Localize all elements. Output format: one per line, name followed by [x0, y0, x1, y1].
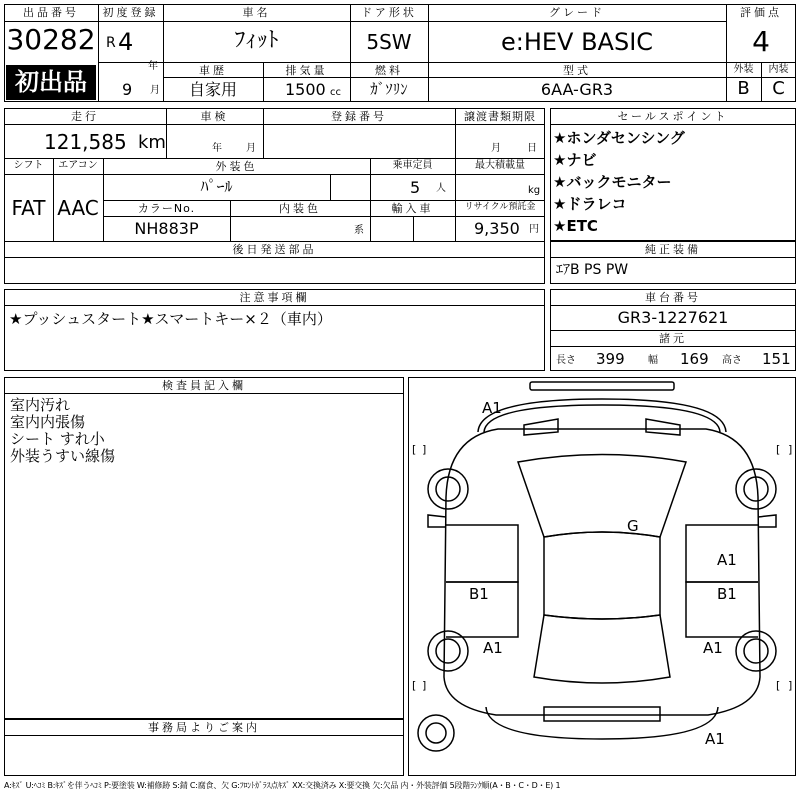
door-type-label: ドア形状: [361, 6, 417, 19]
lot-number: 30282: [6, 23, 96, 56]
svg-text:[: [: [412, 679, 417, 692]
sales-point-item: ★ホンダセンシング: [553, 129, 685, 147]
damage-mark-left-rear-door: B1: [469, 585, 489, 603]
shift-label: シフト: [13, 160, 44, 171]
capacity-unit: 人: [436, 183, 446, 194]
ac-label: エアコン: [58, 160, 98, 171]
recycle-unit: 円: [529, 224, 539, 235]
exterior-color: ﾊﾟｰﾙ: [200, 177, 233, 196]
office-label: 事務局よりご案内: [148, 721, 260, 734]
car-damage-diagram: [408, 377, 796, 776]
history-label: 車歴: [199, 64, 227, 77]
mileage-label: 走行: [71, 110, 99, 123]
svg-text:[: [: [776, 443, 781, 456]
lot-label: 出品番号: [23, 6, 79, 19]
mileage-unit: km: [138, 132, 166, 153]
notes-label: 注意事項欄: [239, 291, 310, 304]
notes-text: ★プッシュスタート★スマートキー×２（車内）: [9, 310, 332, 328]
fuel-label: 燃料: [375, 64, 403, 77]
mileage: 121,585: [44, 130, 127, 154]
inspection-month-unit: 月: [246, 143, 256, 154]
inspector-label: 検査員記入欄: [162, 379, 246, 392]
transfer-day-unit: 日: [527, 143, 537, 154]
capacity-label: 乗車定員: [392, 160, 433, 171]
interior-color-label: 内装色: [279, 202, 321, 215]
transfer-doc-label: 譲渡書類期限: [464, 110, 536, 123]
max-load-unit: kg: [528, 185, 541, 196]
svg-text:]: ]: [422, 679, 427, 692]
car-name-label: 車名: [242, 6, 271, 19]
exterior-color-label: 外装色: [215, 160, 258, 173]
chassis-number: GR3-1227621: [617, 308, 729, 327]
year-unit: 年: [148, 61, 158, 72]
reg-year: 4: [118, 28, 134, 56]
exterior-grade-label: 外装: [733, 64, 754, 75]
svg-text:]: ]: [422, 443, 427, 456]
recycle-fee: 9,350: [474, 219, 520, 238]
damage-mark-right-rear-wheel: A1: [703, 639, 723, 657]
length-value: 399: [596, 350, 625, 368]
door-type: 5SW: [366, 30, 412, 54]
interior-grade: C: [772, 78, 785, 99]
era: R: [106, 35, 116, 51]
equipment-label: 純正装備: [645, 243, 701, 256]
history: 自家用: [188, 80, 237, 99]
import-label: 輸入車: [391, 202, 434, 215]
svg-text:[: [: [776, 679, 781, 692]
interior-color-unit: 系: [354, 225, 364, 236]
month-unit: 月: [150, 85, 160, 96]
capacity: 5: [410, 178, 421, 197]
displacement-label: 排気量: [285, 64, 328, 77]
inspection-label: 車検: [200, 110, 229, 123]
first-listing-text: 初出品: [15, 68, 87, 96]
height-label: 高さ: [722, 355, 742, 366]
width-value: 169: [680, 350, 709, 368]
svg-text:[: [: [412, 443, 417, 456]
max-load-label: 最大積載量: [475, 160, 525, 171]
transfer-month-unit: 月: [491, 143, 501, 154]
interior-grade-label: 内装: [768, 64, 789, 75]
spec-label: 諸元: [659, 332, 687, 345]
sales-points-label: セールスポイント: [617, 110, 729, 123]
color-no-label: カラーNo.: [137, 202, 196, 215]
sales-point-item: ★ドラレコ: [553, 195, 627, 213]
fuel: ｶﾞｿﾘﾝ: [370, 80, 408, 98]
damage-mark-rear-bumper: A1: [705, 730, 725, 748]
damage-mark-right-front-door: A1: [717, 551, 737, 569]
later-parts-label: 後日発送部品: [232, 243, 317, 256]
model-code: 6AA-GR3: [540, 80, 614, 99]
inspector-line: シート すれ小: [10, 430, 105, 448]
damage-legend: A:ｷｽﾞ U:ﾍｺﾐ B:ｷｽﾞを伴うﾍｺﾐ P:要塗装 W:補修跡 S:錆 C:腐食、欠 G:ﾌﾛﾝﾄｶﾞﾗｽ点ｷｽﾞ XX:交換済み X:要交換 欠:欠品 内・外装評価 5段階ﾗﾝｸ順(A・B・C・D・E) 1: [4, 781, 561, 790]
grade: e:HEV BASIC: [500, 28, 654, 56]
score-label: 評価点: [740, 6, 782, 19]
inspector-line: 室内内張傷: [10, 413, 86, 431]
damage-mark-front: A1: [482, 399, 502, 417]
score: 4: [752, 25, 770, 58]
reg-month: 9: [122, 80, 133, 99]
chassis-label: 車台番号: [645, 291, 701, 304]
color-no: NH883P: [134, 219, 199, 238]
recycle-label: リサイクル預託金: [464, 202, 536, 212]
ac: AAC: [57, 196, 99, 220]
sales-point-item: ★ナビ: [553, 151, 597, 169]
width-label: 幅: [648, 355, 658, 366]
damage-mark-right-rear-door: B1: [717, 585, 737, 603]
first-registration-label: 初度登録: [102, 6, 159, 19]
sales-point-item: ★ETC: [553, 217, 598, 235]
grade-label: グレード: [549, 6, 605, 19]
registration-number-label: 登録番号: [331, 110, 387, 123]
displacement-unit: cc: [330, 87, 341, 98]
damage-mark-hood: G: [627, 517, 639, 535]
inspection-year-unit: 年: [212, 143, 222, 154]
length-label: 長さ: [556, 355, 576, 366]
equipment-value: ｴｱB PS PW: [556, 262, 629, 278]
model-label: 型式: [563, 64, 591, 77]
inspector-line: 外装うすい線傷: [10, 447, 116, 465]
shift: FAT: [11, 196, 46, 220]
damage-mark-left-rear-wheel: A1: [483, 639, 503, 657]
car-name: ﾌｨｯﾄ: [234, 28, 279, 53]
exterior-grade: B: [737, 78, 750, 99]
svg-text:]: ]: [788, 679, 793, 692]
svg-text:]: ]: [788, 443, 793, 456]
sales-point-item: ★バックモニター: [553, 173, 672, 191]
height-value: 151: [762, 350, 791, 368]
inspector-line: 室内汚れ: [10, 396, 71, 414]
displacement: 1500: [285, 80, 326, 99]
